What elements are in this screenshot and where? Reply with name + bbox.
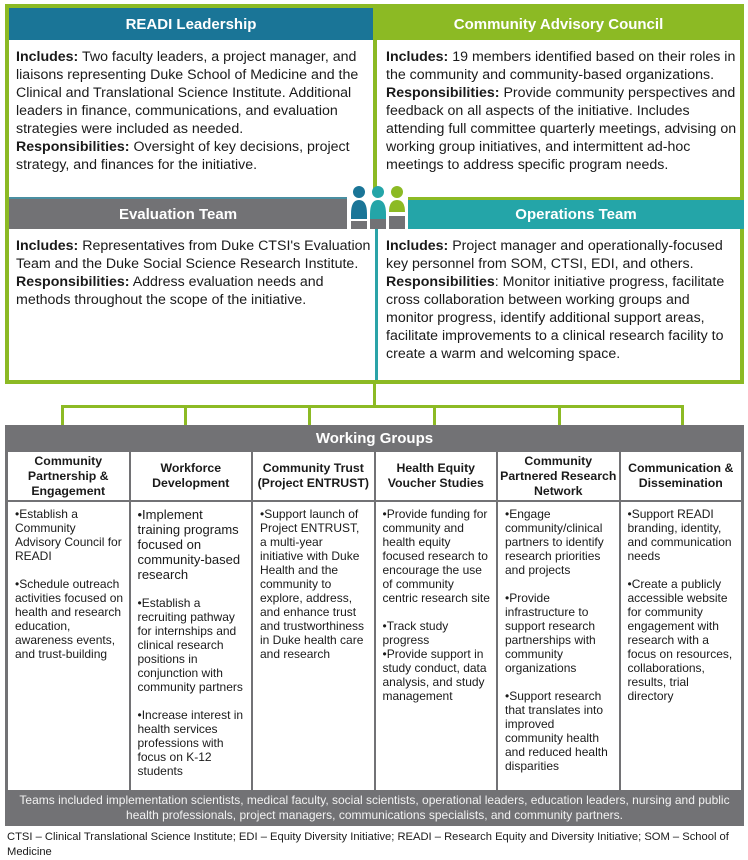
operations-resp-label: Responsibilities	[386, 274, 495, 290]
working-group-column	[621, 452, 742, 796]
connector-drop-4	[433, 405, 436, 427]
cac-header: Community Advisory Council	[377, 8, 740, 40]
leadership-resp: Oversight of key decisions, project strategy, and finances for the initiative.	[16, 139, 350, 173]
bullet: •Support launch of Project ENTRUST, a multi-year initiative with Duke Health and the community to explore, address, and enhance trust and trustworthiness in Duke health care and research	[260, 507, 365, 661]
working-group-name: Workforce Development	[131, 452, 252, 500]
bullet: •Support research that translates into improved community health and reduced health disparities	[505, 689, 608, 773]
operations-body	[386, 237, 740, 363]
cac-includes-label: Includes:	[386, 49, 449, 65]
working-group-body	[376, 502, 497, 796]
connector-drop-3	[308, 405, 311, 427]
working-group-body	[131, 502, 252, 796]
bullet: •Create a publicly accessible website for community engagement with research with a focus on resources, collaborations, results, trial directory	[627, 577, 733, 703]
working-group-body	[498, 502, 619, 796]
bullet: •Provide support in study conduct, data analysis, and study management	[382, 647, 487, 703]
working-group-name: Health Equity Voucher Studies	[376, 452, 497, 500]
bullet: •Increase interest in health services professions with focus on K-12 students	[137, 708, 244, 778]
evaluation-includes: Representatives from Duke CTSI's Evaluation Team and the Duke Social Science Research Institute.	[16, 238, 371, 272]
evaluation-header: Evaluation Team	[9, 197, 347, 229]
bullet: •Provide infrastructure to support research partnerships with community organizations	[505, 591, 596, 675]
bullet: •Provide funding for community and health equity focused research to encourage the use of community centric research site	[382, 507, 490, 605]
working-group-column	[8, 452, 129, 796]
teams-summary-band: Teams included implementation scientists, medical faculty, social scientists, operational leaders, education leaders, nursing and public health professionals, project managers, communications specialists, and community partners.	[5, 790, 744, 826]
cac-resp: Provide community perspectives and feedback on all aspects of the initiative. Includes attending full committee quarterly meetings, advising on working group initiatives, and intermittent ad-hoc meetings to address specific program needs.	[386, 85, 737, 173]
bullet: •Engage community/clinical partners to identify research priorities and projects	[505, 507, 604, 577]
bullet: •Schedule outreach activities focused on health and research education, awareness events, and trust-building	[15, 577, 124, 661]
bullet: •Implement training programs focused on community-based research	[137, 507, 241, 582]
working-group-name: Community Trust (Project ENTRUST)	[253, 452, 374, 500]
people-group-icon	[348, 184, 408, 232]
connector-drop-1	[61, 405, 64, 427]
cac-resp-label: Responsibilities:	[386, 85, 500, 101]
bullet: •Track study progress	[382, 619, 449, 647]
cac-includes: 19 members identified based on their roles in the community and community-based organizations.	[386, 49, 736, 83]
evaluation-resp: Address evaluation needs and methods throughout the scope of the initiative.	[16, 274, 324, 308]
working-group-name: Community Partnered Research Network	[498, 452, 619, 500]
operations-includes: Project manager and operationally-focused key personnel from SOM, CTSI, EDI, and others.	[386, 238, 723, 272]
working-group-name: Community Partnership & Engagement	[8, 452, 129, 500]
working-groups-panel	[5, 425, 744, 790]
working-group-body	[8, 502, 129, 796]
operations-header: Operations Team	[408, 197, 744, 229]
abbreviations-footnote: CTSI – Clinical Translational Science Institute; EDI – Equity Diversity Initiative; READI – Research Equity and Diversity Initiative; SOM – School of Medicine	[7, 831, 729, 858]
evaluation-body	[16, 237, 371, 309]
evaluation-includes-label: Includes:	[16, 238, 79, 254]
working-group-column	[253, 452, 374, 796]
connector-drop-5	[558, 405, 561, 427]
leadership-resp-label: Responsibilities:	[16, 139, 130, 155]
leadership-body	[16, 48, 371, 174]
leadership-header: READI Leadership	[9, 8, 373, 40]
leadership-includes-label: Includes:	[16, 49, 79, 65]
leadership-includes: Two faculty leaders, a project manager, and liaisons representing Duke School of Medicine and the Clinical and Translational Science Institute. Additional leaders in finance, communications, and evaluation strategies were included as needed.	[16, 49, 359, 137]
operations-resp: : Monitor initiative progress, facilitate cross collaboration between working groups and monitor progress, identify additional support areas, facilitate improvements to a clinical research facility to create a warm and welcoming space.	[386, 274, 725, 362]
working-group-column	[498, 452, 619, 796]
bullet: •Establish a Community Advisory Council for READI	[15, 507, 122, 563]
bullet: •Support READI branding, identity, and communication needs	[627, 507, 732, 563]
bullet: •Establish a recruiting pathway for internships and clinical research positions in conjunction with community partners	[137, 596, 243, 694]
working-groups-title: Working Groups	[315, 429, 434, 447]
working-group-column	[376, 452, 497, 796]
working-group-body	[253, 502, 374, 796]
connector-drop-2	[184, 405, 187, 427]
operations-includes-label: Includes:	[386, 238, 449, 254]
evaluation-resp-label: Responsibilities:	[16, 274, 130, 290]
working-group-name: Communication & Dissemination	[621, 452, 742, 500]
working-groups-grid	[8, 452, 741, 787]
working-group-body	[621, 502, 742, 796]
connector-drop-6	[681, 405, 684, 427]
connector-bar	[61, 405, 683, 408]
middle-divider	[375, 220, 378, 380]
connector-stem	[373, 384, 376, 406]
cac-body	[386, 48, 740, 174]
working-group-column	[131, 452, 252, 796]
